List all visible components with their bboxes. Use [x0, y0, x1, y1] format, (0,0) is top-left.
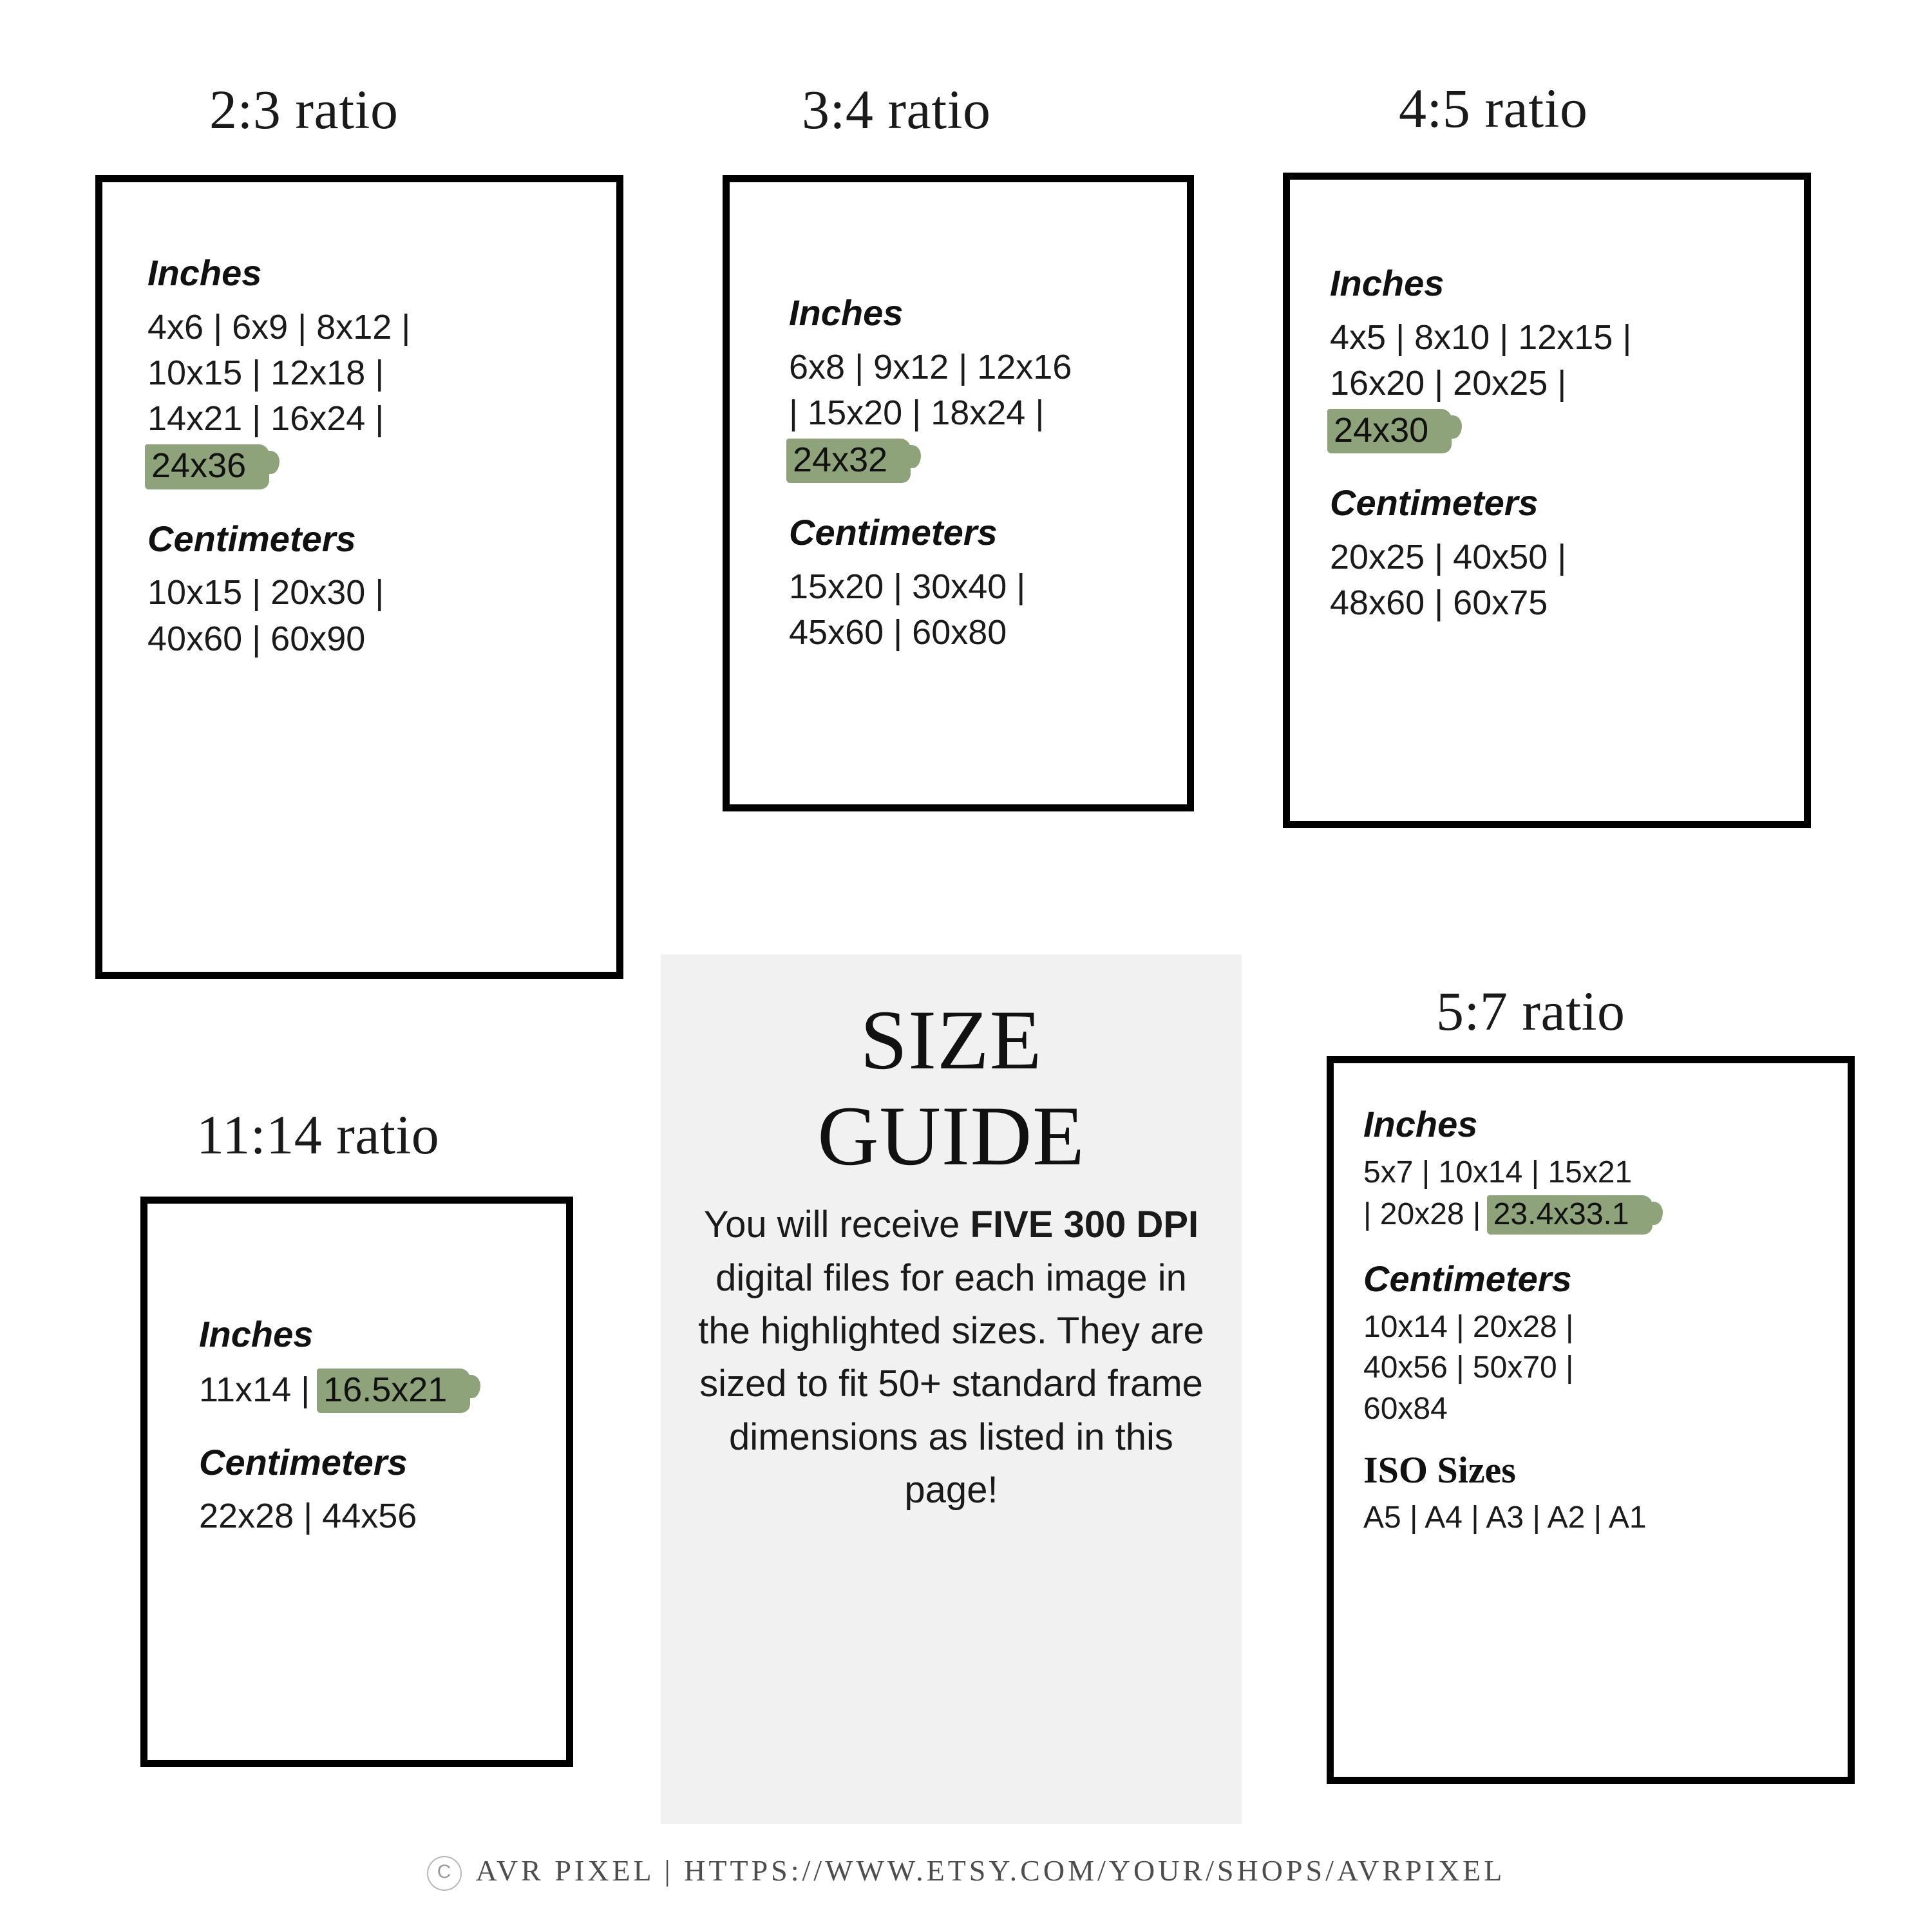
size-line: 10x15 | 12x18 |: [147, 353, 384, 392]
body-text-part2: digital files for each image in the highlighted sizes. They are sized to fit 50+ standard frame dimensions as listed in this page!: [698, 1256, 1204, 1511]
frame-2-3-content: [102, 182, 616, 972]
footer: [0, 1853, 1932, 1891]
size-line-prefix: 11x14 |: [199, 1370, 320, 1409]
frame-3-4-content: [730, 182, 1187, 804]
size-line: 6x8 | 9x12 | 12x16: [789, 347, 1072, 386]
frame-3-4: [723, 175, 1194, 811]
size-line: 5x7 | 10x14 | 15x21: [1363, 1155, 1633, 1189]
highlight-mark: 23.4x33.1: [1490, 1193, 1636, 1236]
size-guide-title-line2: GUIDE: [817, 1088, 1085, 1183]
size-guide-body: [698, 1198, 1204, 1517]
frame-5-7-content: [1334, 1063, 1848, 1777]
highlight-mark: 24x36: [147, 442, 252, 490]
unit-label-centimeters-11-14: Centimeters: [199, 1441, 408, 1482]
unit-label-iso-5-7: ISO Sizes: [1363, 1448, 1516, 1491]
size-line: 14x21 | 16x24 |: [147, 399, 384, 439]
ratio-title-4-5: 4:5 ratio: [1399, 77, 1588, 139]
size-line: 22x28 | 44x56: [199, 1497, 417, 1536]
body-text-part1: You will receive: [703, 1204, 971, 1246]
size-line: A5 | A4 | A3 | A2 | A1: [1363, 1500, 1647, 1535]
size-guide-panel: [661, 954, 1242, 1824]
body-bold-five: FIVE: [970, 1204, 1054, 1246]
ratio-title-2-3: 2:3 ratio: [209, 79, 399, 140]
unit-label-inches-11-14: Inches: [199, 1314, 314, 1354]
size-line: 10x14 | 20x28 |: [1363, 1309, 1574, 1344]
highlight-mark: 16.5x21: [319, 1366, 453, 1414]
size-line-highlighted: [1330, 406, 1804, 455]
unit-label-inches-4-5: Inches: [1330, 263, 1444, 303]
size-line: 45x60 | 60x80: [789, 613, 1007, 652]
size-line-highlighted: [147, 442, 616, 490]
highlight-mark: 24x32: [789, 436, 894, 484]
size-line: | 15x20 | 18x24 |: [789, 393, 1045, 432]
highlight-mark: 24x30: [1330, 406, 1435, 455]
size-line-prefix: | 20x28 |: [1363, 1197, 1490, 1231]
size-line-highlighted: [199, 1366, 566, 1414]
frame-4-5: [1283, 173, 1811, 828]
size-line: 40x60 | 60x90: [147, 619, 366, 658]
copyright-icon: C: [427, 1856, 462, 1891]
size-line: 40x56 | 50x70 |: [1363, 1350, 1574, 1385]
size-line: 10x15 | 20x30 |: [147, 573, 384, 612]
size-line: 16x20 | 20x25 |: [1330, 363, 1567, 402]
ratio-title-11-14: 11:14 ratio: [196, 1104, 440, 1166]
ratio-title-5-7: 5:7 ratio: [1436, 980, 1625, 1042]
size-line-highlighted: [789, 436, 1187, 484]
size-line: 60x84: [1363, 1391, 1448, 1426]
size-line: 15x20 | 30x40 |: [789, 567, 1026, 606]
frame-2-3: [95, 175, 623, 979]
size-line: 20x25 | 40x50 |: [1330, 537, 1567, 576]
size-guide-title-line1: SIZE: [860, 992, 1043, 1087]
unit-label-centimeters-2-3: Centimeters: [147, 518, 356, 559]
frame-5-7: [1327, 1056, 1855, 1784]
unit-label-centimeters-5-7: Centimeters: [1363, 1258, 1572, 1300]
frame-11-14-content: [147, 1204, 566, 1760]
unit-label-inches-3-4: Inches: [789, 292, 904, 333]
unit-label-centimeters-4-5: Centimeters: [1330, 482, 1539, 524]
unit-label-centimeters-3-4: Centimeters: [789, 512, 998, 553]
unit-label-inches-2-3: Inches: [147, 252, 262, 293]
unit-label-inches-5-7: Inches: [1363, 1104, 1478, 1144]
ratio-title-3-4: 3:4 ratio: [802, 79, 991, 140]
size-line: 48x60 | 60x75: [1330, 583, 1548, 623]
body-bold-dpi: 300 DPI: [1063, 1204, 1199, 1246]
size-line: 4x5 | 8x10 | 12x15 |: [1330, 317, 1632, 357]
size-line: 4x6 | 6x9 | 8x12 |: [147, 307, 411, 346]
size-line-highlighted: [1363, 1193, 1848, 1236]
footer-text: AVR PIXEL | HTTPS://WWW.ETSY.COM/YOUR/SHOPS/AVRPIXEL: [475, 1854, 1506, 1887]
frame-11-14: [140, 1197, 573, 1767]
frame-4-5-content: [1290, 180, 1804, 821]
